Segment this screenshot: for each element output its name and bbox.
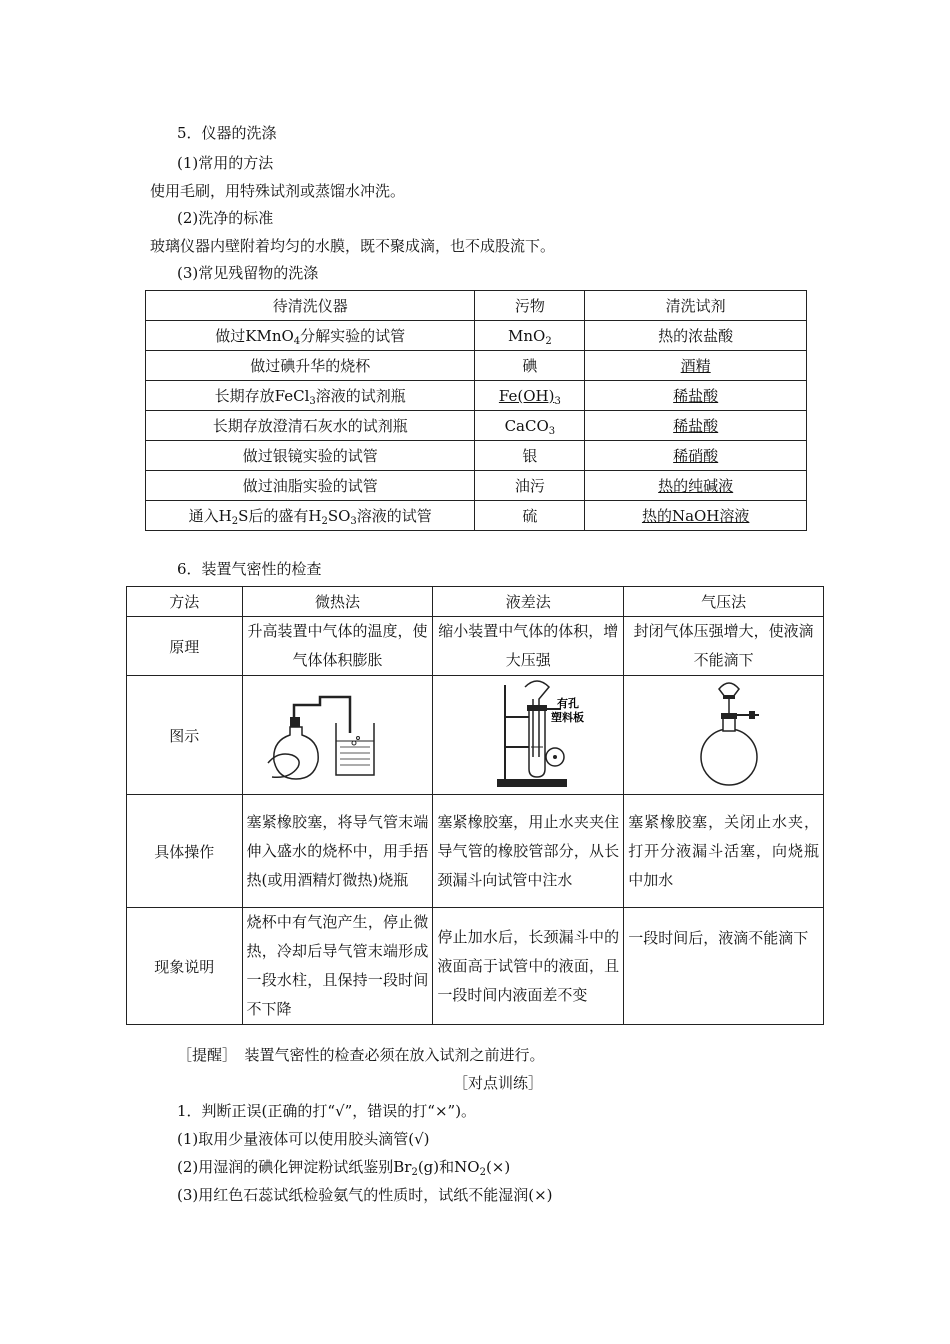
header-cell: 污物 — [475, 291, 585, 321]
residue-cell: CaCO$_3$ — [475, 411, 585, 441]
reagent-cell: 酒精 — [585, 351, 807, 381]
figure-cell — [624, 676, 824, 795]
question-item-1: (1)取用少量液体可以使用胶头滴管(√) — [177, 1130, 430, 1148]
reagent-cell: 热的纯碱液 — [585, 471, 807, 501]
training-title: ［对点训练］ — [453, 1074, 544, 1092]
instrument-cell: 做过KMnO$_4$分解实验的试管 — [146, 321, 475, 351]
instrument-cell: 做过油脂实验的试管 — [146, 471, 475, 501]
figure-cell — [433, 676, 624, 795]
heating-method-figure — [262, 683, 412, 783]
table-row — [127, 795, 824, 908]
figure-cell — [242, 676, 433, 795]
residue-cell: MnO$_2$ — [475, 321, 585, 351]
residue-cell: 油污 — [475, 471, 585, 501]
section5-text-2: 玻璃仪器内壁附着均匀的水膜，既不聚成滴，也不成股流下。 — [150, 237, 556, 255]
header-cell: 方法 — [127, 587, 243, 617]
reagent-cell: 热的NaOH溶液 — [585, 501, 807, 531]
instrument-cell: 长期存放澄清石灰水的试剂瓶 — [146, 411, 475, 441]
header-cell: 清洗试剂 — [585, 291, 807, 321]
residue-cell: 硫 — [475, 501, 585, 531]
section6-title: 6．装置气密性的检查 — [177, 560, 322, 578]
reagent-cell: 稀盐酸 — [585, 411, 807, 441]
table-row — [127, 617, 824, 676]
section5-subtitle-2: (2)洗净的标准 — [177, 209, 274, 227]
header-cell: 待清洗仪器 — [146, 291, 475, 321]
airtight-table — [126, 586, 824, 1025]
table-row — [127, 908, 824, 1025]
table-row — [146, 321, 807, 351]
section5-title: 5．仪器的洗涤 — [177, 124, 277, 142]
question-item-3: (3)用红色石蕊试纸检验氨气的性质时，试纸不能湿润(×) — [177, 1186, 553, 1204]
phenomenon-cell: 停止加水后，长颈漏斗中的液面高于试管中的液面，且一段时间内液面差不变 — [433, 908, 624, 1025]
table-row — [146, 351, 807, 381]
instrument-cell: 长期存放FeCl$_3$溶液的试剂瓶 — [146, 381, 475, 411]
section5-text-1: 使用毛刷，用特殊试剂或蒸馏水冲洗。 — [150, 182, 406, 200]
phenomenon-cell: 烧杯中有气泡产生，停止微热，冷却后导气管末端形成一段水柱，且保持一段时间不下降 — [242, 908, 433, 1025]
reagent-cell: 稀硝酸 — [585, 441, 807, 471]
principle-cell: 缩小装置中气体的体积，增大压强 — [433, 617, 624, 676]
principle-cell: 升高装置中气体的温度，使气体体积膨胀 — [242, 617, 433, 676]
air-pressure-figure — [649, 677, 799, 789]
instrument-cell: 做过银镜实验的试管 — [146, 441, 475, 471]
instrument-cell: 做过碘升华的烧杯 — [146, 351, 475, 381]
reagent-cell: 热的浓盐酸 — [585, 321, 807, 351]
header-cell: 微热法 — [242, 587, 433, 617]
phenomenon-cell: 一段时间后，液滴不能滴下 — [624, 908, 824, 1025]
table-row — [146, 501, 807, 531]
question-item-2: (2)用湿润的碘化钾淀粉试纸鉴别$Br_2(g)$和$NO_2(\times)$ — [177, 1158, 511, 1178]
row-label: 现象说明 — [127, 908, 243, 1025]
residue-cell: $Fe(OH)_3$ — [475, 381, 585, 411]
wash-table — [145, 290, 807, 531]
residue-cell: 银 — [475, 441, 585, 471]
section5-subtitle-3: (3)常见残留物的洗涤 — [177, 264, 319, 282]
residue-cell: 碘 — [475, 351, 585, 381]
svg-text:塑料板: 塑料板 — [551, 711, 585, 724]
table-row — [146, 381, 807, 411]
row-label: 图示 — [127, 676, 243, 795]
table-row — [127, 676, 824, 795]
reminder-text: ［提醒］ 装置气密性的检查必须在放入试剂之前进行。 — [177, 1046, 545, 1064]
table-header-row — [127, 587, 824, 617]
reagent-cell: 稀盐酸 — [585, 381, 807, 411]
header-cell: 气压法 — [624, 587, 824, 617]
table-row — [146, 411, 807, 441]
table-row — [146, 441, 807, 471]
header-cell: 液差法 — [433, 587, 624, 617]
section5-subtitle-1: (1)常用的方法 — [177, 154, 274, 172]
table-row — [146, 471, 807, 501]
operation-cell: 塞紧橡胶塞，用止水夹夹住导气管的橡胶管部分，从长颈漏斗向试管中注水 — [433, 795, 624, 908]
row-label: 具体操作 — [127, 795, 243, 908]
instrument-cell: 通入$H_2S$后的盛有$H_2SO_3$溶液的试管 — [146, 501, 475, 531]
principle-cell: 封闭气体压强增大，使液滴不能滴下 — [624, 617, 824, 676]
operation-cell: 塞紧橡胶塞，关闭止水夹，打开分液漏斗活塞，向烧瓶中加水 — [624, 795, 824, 908]
figure-note: 有孔 — [557, 697, 580, 710]
row-label: 原理 — [127, 617, 243, 676]
operation-cell: 塞紧橡胶塞，将导气管末端伸入盛水的烧杯中，用手捂热(或用酒精灯微热)烧瓶 — [242, 795, 433, 908]
table-header-row — [146, 291, 807, 321]
liquid-difference-figure — [453, 677, 603, 789]
question-1: 1．判断正误(正确的打“√”，错误的打“×”)。 — [177, 1102, 477, 1120]
